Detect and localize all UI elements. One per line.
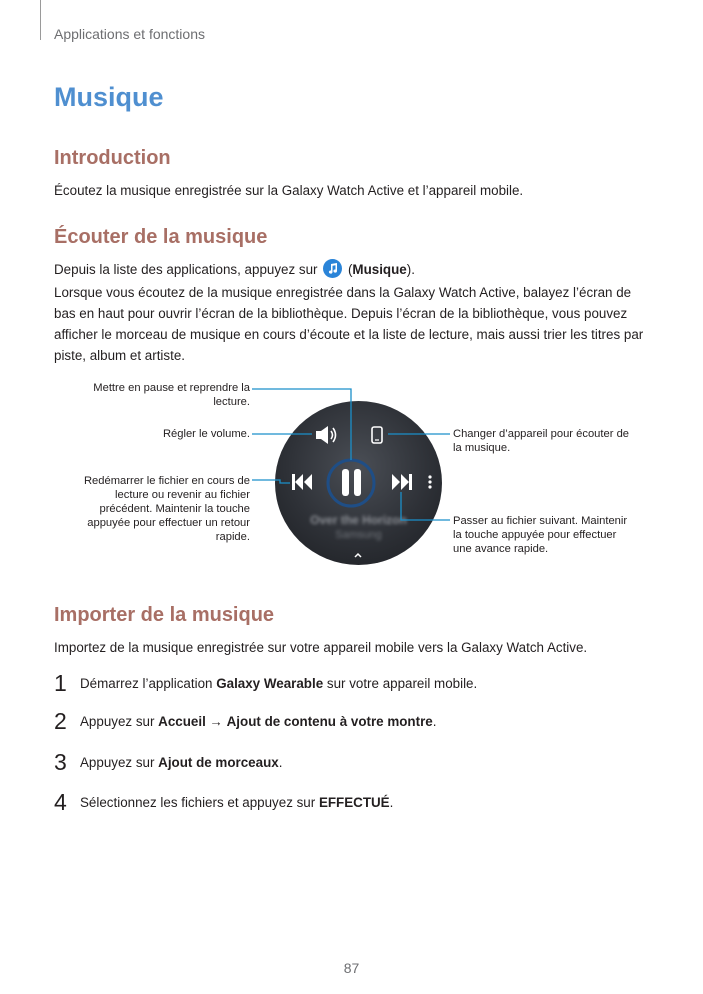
step-text-before: Sélectionnez les fichiers et appuyez sur	[80, 795, 319, 810]
step-text-bold: Accueil	[158, 714, 206, 729]
listen-line1-paren: (	[347, 262, 353, 277]
callout-pause: Mettre en pause et reprendre la lecture.	[93, 382, 250, 408]
next-icon[interactable]	[392, 474, 412, 490]
progress-ring	[328, 460, 374, 506]
page-title: Musique	[54, 82, 164, 112]
import-heading: Importer de la musique	[54, 604, 275, 626]
step-arrow: →	[205, 714, 227, 729]
step-text-bold: Ajout de morceaux	[158, 755, 279, 770]
step-text-bold: Ajout de contenu à votre montre	[226, 714, 433, 729]
listen-line1-bold: Musique	[352, 262, 407, 277]
callout-lines	[252, 389, 450, 520]
step-text-after: .	[432, 714, 437, 729]
callout-device: Changer d’appareil pour écouter de la musique.	[453, 428, 630, 454]
listen-heading: Écouter de la musique	[54, 226, 268, 248]
more-options-icon[interactable]	[428, 475, 431, 488]
step-text	[80, 676, 477, 691]
step-number: 2	[54, 708, 67, 734]
volume-icon[interactable]	[316, 426, 336, 444]
previous-icon[interactable]	[292, 474, 312, 490]
step-text-before: Appuyez sur	[80, 755, 159, 770]
callout-restart: Redémarrer le fichier en cours de lecture ou revenir au fichier précédent. Maintenir la touche appuyée pour effectuer un retour rapide.	[83, 475, 250, 543]
step-text	[80, 795, 393, 810]
intro-text: Écoutez la musique enregistrée sur la Galaxy Watch Active et l’appareil mobile.	[54, 183, 524, 198]
listen-line1-after: ).	[406, 262, 415, 277]
pause-icon[interactable]	[342, 469, 361, 496]
listen-line1-before: Depuis la liste des applications, appuyez sur	[54, 262, 322, 277]
step-text-after: .	[278, 755, 283, 770]
callout-next: Passer au fichier suivant. Maintenir la touche appuyée pour effectuer une avance rapide.	[453, 515, 628, 555]
step-text-bold: EFFECTUÉ	[318, 795, 390, 810]
song-artist: Samsung	[335, 529, 382, 541]
step-text-bold: Galaxy Wearable	[216, 676, 324, 691]
step-text-before: Appuyez sur	[80, 714, 159, 729]
step-number: 4	[54, 789, 67, 815]
intro-heading: Introduction	[54, 147, 171, 169]
song-title: Over the Horizon	[310, 513, 407, 527]
step-number: 3	[54, 749, 67, 775]
step-text	[80, 714, 436, 729]
section-header: Applications et fonctions	[54, 26, 205, 42]
callout-volume: Régler le volume.	[162, 428, 250, 440]
step-number: 1	[54, 670, 67, 696]
step-text-before: Démarrez l’application	[80, 676, 217, 691]
step-text	[80, 755, 282, 770]
step-text-after: sur votre appareil mobile.	[323, 676, 478, 691]
step-text-after: .	[389, 795, 394, 810]
import-text: Importez de la musique enregistrée sur votre appareil mobile vers la Galaxy Watch Active.	[54, 640, 588, 655]
listen-paragraph: Lorsque vous écoutez de la musique enregistrée dans la Galaxy Watch Active, balayez l’écran de bas en haut pour ouvrir l’écran de la bibliothèque. Depuis l’écran de la bibliothèque, vous pouvez afficher le morceau de musique en cours d’écoute et la liste de lecture, mais aussi trier les titres par piste, album et artiste.	[54, 285, 644, 363]
device-icon[interactable]	[372, 427, 382, 443]
chevron-up-icon[interactable]	[355, 554, 361, 557]
page-number: 87	[343, 960, 360, 976]
